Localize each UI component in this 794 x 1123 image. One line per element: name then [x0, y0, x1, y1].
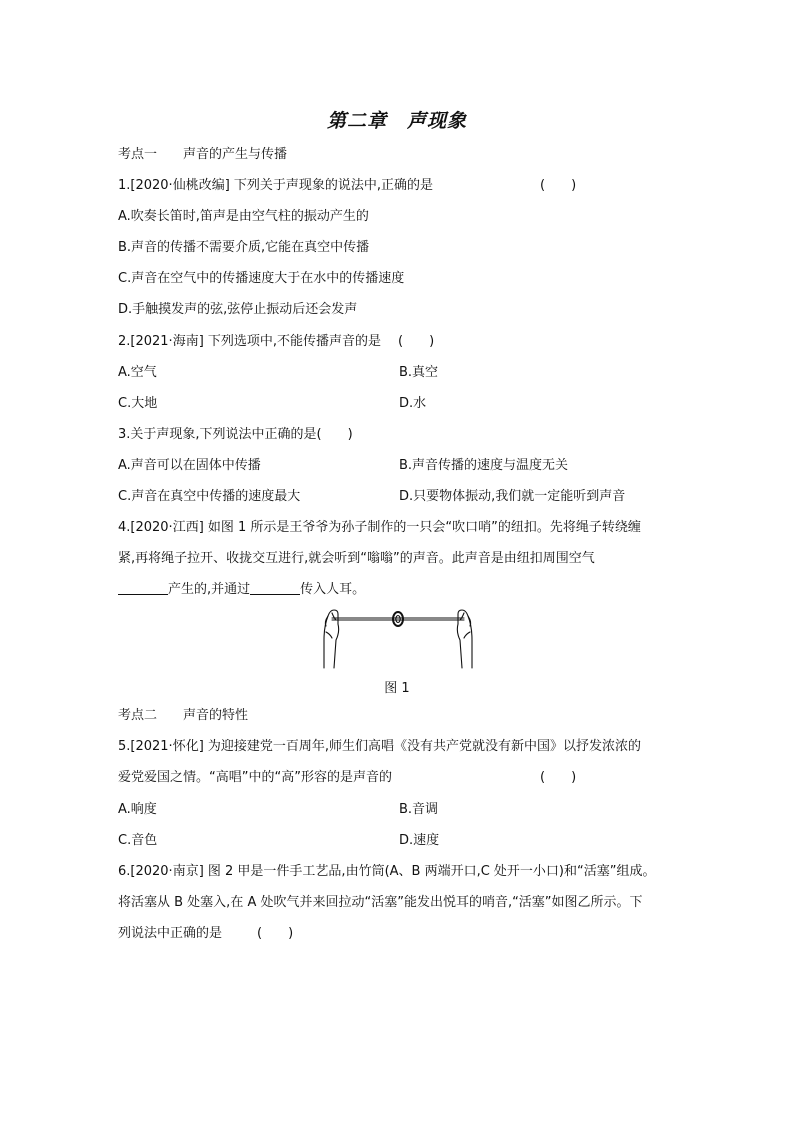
- question-5-line-1: 5.[2021·怀化] 为迎接建党一百周年,师生们高唱《没有共产党就没有新中国》以抒发浓浓的: [118, 739, 642, 754]
- question-4-line-2: 紧,再将绳子拉开、收拢交互进行,就会听到“嗡嗡”的声音。此声音是由纽扣周围空气: [118, 551, 595, 566]
- question-3-stem: 3.关于声现象,下列说法中正确的是( ): [118, 427, 353, 442]
- section-heading-2: [118, 708, 248, 724]
- figure-1-button-whistle: [318, 604, 478, 670]
- question-4-text-b: 传入人耳。: [300, 582, 366, 597]
- question-6-line-1: 6.[2020·南京] 图 2 甲是一件手工艺品,由竹筒(A、B 两端开口,C 处开一小口)和“活塞”组成。: [118, 864, 656, 879]
- section-name: 声音的产生与传播: [183, 147, 288, 162]
- question-5-line-2: 爱党爱国之情。“高唱”中的“高”形容的是声音的: [118, 770, 392, 785]
- question-5-option-b: B.音调: [399, 802, 439, 817]
- question-2-answer-paren: ( ): [398, 334, 435, 349]
- page-title: 第二章 声现象: [326, 110, 467, 132]
- question-3-option-a: A.声音可以在固体中传播: [118, 458, 261, 473]
- question-5-option-a: A.响度: [118, 802, 157, 817]
- question-6-line-2: 将活塞从 B 处塞入,在 A 处吹气并来回拉动“活塞”能发出悦耳的哨音,“活塞”如图乙所示。下: [118, 895, 643, 910]
- question-3-option-d: D.只要物体振动,我们就一定能听到声音: [399, 489, 626, 504]
- question-6-line-3: 列说法中正确的是: [118, 926, 223, 941]
- question-5-answer-paren: ( ): [540, 770, 577, 785]
- question-2-option-c: C.大地: [118, 396, 158, 411]
- answer-blank-1: [118, 582, 168, 595]
- answer-blank-2: [250, 582, 300, 595]
- question-4-text-a: 产生的,并通过: [168, 582, 251, 597]
- question-1-option-b: B.声音的传播不需要介质,它能在真空中传播: [118, 240, 370, 255]
- section-label: 考点二: [118, 708, 158, 723]
- question-2-stem: 2.[2021·海南] 下列选项中,不能传播声音的是: [118, 334, 382, 349]
- question-6-answer-paren: ( ): [257, 926, 294, 941]
- question-3-option-b: B.声音传播的速度与温度无关: [399, 458, 569, 473]
- figure-1-caption: 图 1: [384, 681, 410, 696]
- question-1-option-c: C.声音在空气中的传播速度大于在水中的传播速度: [118, 271, 405, 286]
- section-name: 声音的特性: [183, 708, 249, 723]
- question-1-stem: 1.[2020·仙桃改编] 下列关于声现象的说法中,正确的是: [118, 178, 434, 193]
- question-2-option-d: D.水: [399, 396, 427, 411]
- question-5-option-d: D.速度: [399, 833, 440, 848]
- section-heading-1: [118, 147, 287, 163]
- question-1-option-a: A.吹奏长笛时,笛声是由空气柱的振动产生的: [118, 209, 369, 224]
- question-4-line-1: 4.[2020·江西] 如图 1 所示是王爷爷为孙子制作的一只会“吹口哨”的纽扣。先将绳子转绕缠: [118, 520, 641, 535]
- question-1-answer-paren: ( ): [540, 178, 577, 193]
- question-1-option-d: D.手触摸发声的弦,弦停止振动后还会发声: [118, 302, 358, 317]
- question-4-line-3: [118, 582, 365, 598]
- question-3-option-c: C.声音在真空中传播的速度最大: [118, 489, 301, 504]
- section-label: 考点一: [118, 147, 158, 162]
- question-2-option-b: B.真空: [399, 365, 439, 380]
- question-5-option-c: C.音色: [118, 833, 158, 848]
- question-2-option-a: A.空气: [118, 365, 157, 380]
